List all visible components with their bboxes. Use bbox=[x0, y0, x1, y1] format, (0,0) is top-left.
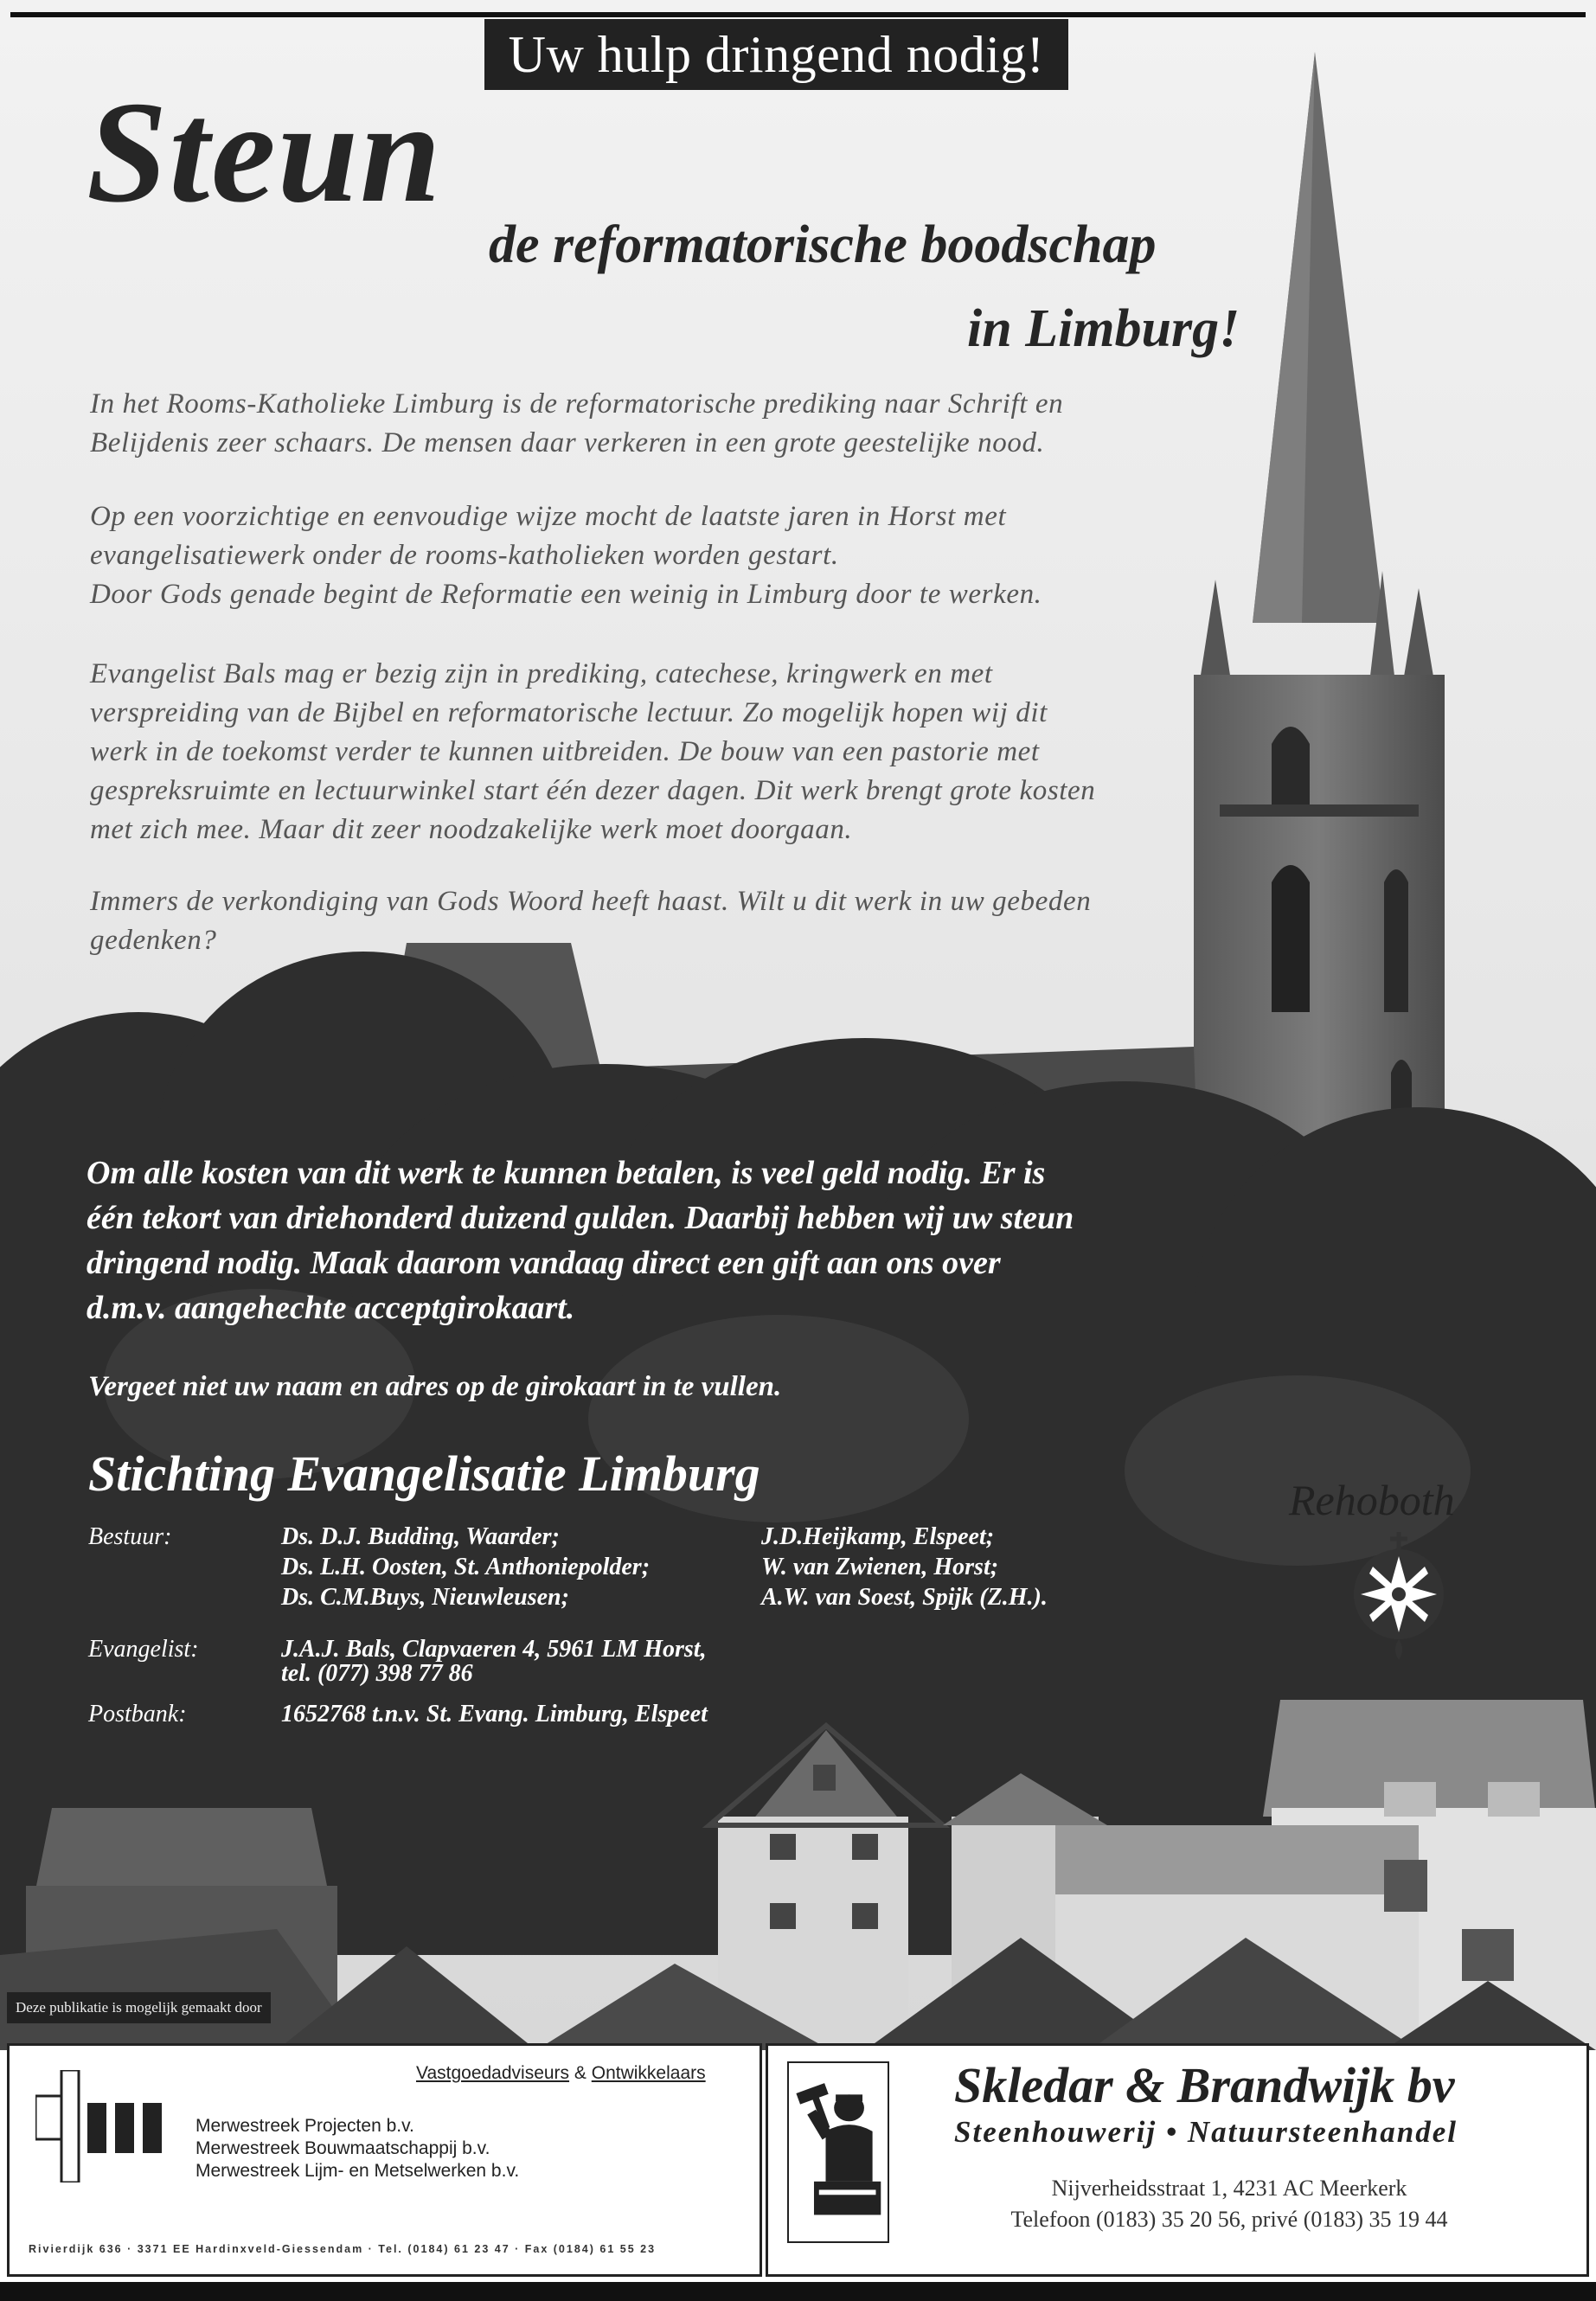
horst-line: Door Gods genade begint de Reformatie een weinig in Limburg door te werken. bbox=[90, 579, 1042, 610]
bestuur-member: Ds. C.M.Buys, Nieuwleusen; bbox=[281, 1584, 569, 1611]
company-name: Merwestreek Projecten b.v. bbox=[195, 2116, 414, 2136]
company-name: Merwestreek Lijm- en Metselwerken b.v. bbox=[195, 2161, 520, 2181]
top-rule bbox=[10, 12, 1586, 17]
donation-appeal bbox=[87, 1150, 1272, 1330]
intro-line: In het Rooms-Katholieke Limburg is de reformatorische prediking naar Schrift en bbox=[90, 388, 1064, 420]
appeal-line: Om alle kosten van dit werk te kunnen betalen, is veel geld nodig. Er is bbox=[87, 1155, 1046, 1191]
prayer-line: gedenken? bbox=[90, 925, 217, 956]
huguenot-cross-icon bbox=[1336, 1527, 1462, 1665]
evangelist-label: Evangelist: bbox=[88, 1636, 199, 1663]
bestuur-label: Bestuur: bbox=[88, 1523, 172, 1550]
intro-paragraph bbox=[90, 385, 1206, 463]
company-name: Merwestreek Bouwmaatschappij b.v. bbox=[195, 2138, 490, 2158]
prayer-line: Immers de verkondiging van Gods Woord heeft haast. Wilt u dit werk in uw gebeden bbox=[90, 886, 1092, 917]
horst-line: Op een voorzichtige en eenvoudige wijze mocht de laatste jaren in Horst met bbox=[90, 501, 1007, 532]
evangelist-line: met zich mee. Maar dit zeer noodzakelijke werk moet doorgaan. bbox=[90, 814, 853, 845]
skledar-trade: Steenhouwerij • Natuursteenhandel bbox=[954, 2115, 1458, 2149]
evangelist-line: werk in de toekomst verder te kunnen uitbreiden. De bouw van een pastorie met bbox=[90, 736, 1040, 767]
skledar-advert bbox=[766, 2043, 1589, 2277]
merwestreek-address: Rivierdijk 636 · 3371 EE Hardinxveld-Giessendam · Tel. (0184) 61 23 47 · Fax (0184) 61 55 23 bbox=[29, 2243, 657, 2255]
evangelist-paragraph bbox=[90, 655, 1206, 849]
evangelist-address: J.A.J. Bals, Clapvaeren 4, 5961 LM Horst, bbox=[281, 1636, 707, 1663]
publication-credit: Deze publikatie is mogelijk gemaakt door bbox=[7, 1992, 271, 2023]
appeal-line: dringend nodig. Maak daarom vandaag direct een gift aan ons over bbox=[87, 1245, 1001, 1281]
tagline-vastgoed: Vastgoedadviseurs bbox=[416, 2063, 570, 2083]
foundation-name: Stichting Evangelisatie Limburg bbox=[88, 1445, 760, 1502]
merwestreek-logo bbox=[35, 2070, 178, 2182]
skledar-phone: Telefoon (0183) 35 20 56, privé (0183) 35 19 44 bbox=[1010, 2207, 1448, 2232]
merwestreek-tagline bbox=[416, 2063, 706, 2084]
tagline-ontwikkelaars: Ontwikkelaars bbox=[591, 2063, 706, 2083]
urgent-banner: Uw hulp dringend nodig! bbox=[484, 19, 1068, 90]
horst-line: evangelisatiewerk onder de rooms-katholieken worden gestart. bbox=[90, 540, 839, 571]
bestuur-member: A.W. van Soest, Spijk (Z.H.). bbox=[761, 1584, 1048, 1611]
bottom-rule bbox=[0, 2282, 1596, 2301]
merwestreek-companies bbox=[195, 2115, 519, 2182]
postbank-label: Postbank: bbox=[88, 1701, 187, 1727]
giro-reminder: Vergeet niet uw naam en adres op de girokaart in te vullen. bbox=[88, 1371, 782, 1402]
skledar-address: Nijverheidsstraat 1, 4231 AC Meerkerk bbox=[1051, 2176, 1407, 2201]
bestuur-member: Ds. D.J. Budding, Waarder; bbox=[281, 1523, 560, 1550]
horst-paragraph bbox=[90, 497, 1206, 614]
tagline-ampersand: & bbox=[569, 2063, 592, 2083]
appeal-line: één tekort van driehonderd duizend gulden. Daarbij hebben wij uw steun bbox=[87, 1200, 1074, 1236]
bestuur-member: J.D.Heijkamp, Elspeet; bbox=[761, 1523, 995, 1550]
evangelist-line: gespreksruimte en lectuurwinkel start één dezer dagen. Dit werk brengt grote kosten bbox=[90, 775, 1096, 806]
merwestreek-advert bbox=[7, 2043, 762, 2277]
prayer-paragraph bbox=[90, 882, 1206, 960]
evangelist-line: verspreiding van de Bijbel en reformatorische lectuur. Zo mogelijk hopen wij dit bbox=[90, 697, 1048, 728]
headline-steun: Steun bbox=[87, 72, 443, 233]
rehoboth-wordmark: Rehoboth bbox=[1289, 1476, 1455, 1524]
headline-subtitle-1: de reformatorische boodschap bbox=[489, 215, 1157, 274]
intro-line: Belijdenis zeer schaars. De mensen daar verkeren in een grote geestelijke nood. bbox=[90, 427, 1045, 458]
headline-subtitle-2: in Limburg! bbox=[967, 299, 1240, 358]
evangelist-line: Evangelist Bals mag er bezig zijn in prediking, catechese, kringwerk en met bbox=[90, 658, 993, 689]
evangelist-phone: tel. (077) 398 77 86 bbox=[281, 1660, 473, 1687]
skledar-company-name: Skledar & Brandwijk bv bbox=[954, 2057, 1455, 2113]
bestuur-member: Ds. L.H. Oosten, St. Anthoniepolder; bbox=[281, 1554, 651, 1580]
appeal-line: d.m.v. aangehechte acceptgirokaart. bbox=[87, 1290, 575, 1326]
bestuur-member: W. van Zwienen, Horst; bbox=[761, 1554, 999, 1580]
postbank-account: 1652768 t.n.v. St. Evang. Limburg, Elspeet bbox=[281, 1701, 708, 1727]
